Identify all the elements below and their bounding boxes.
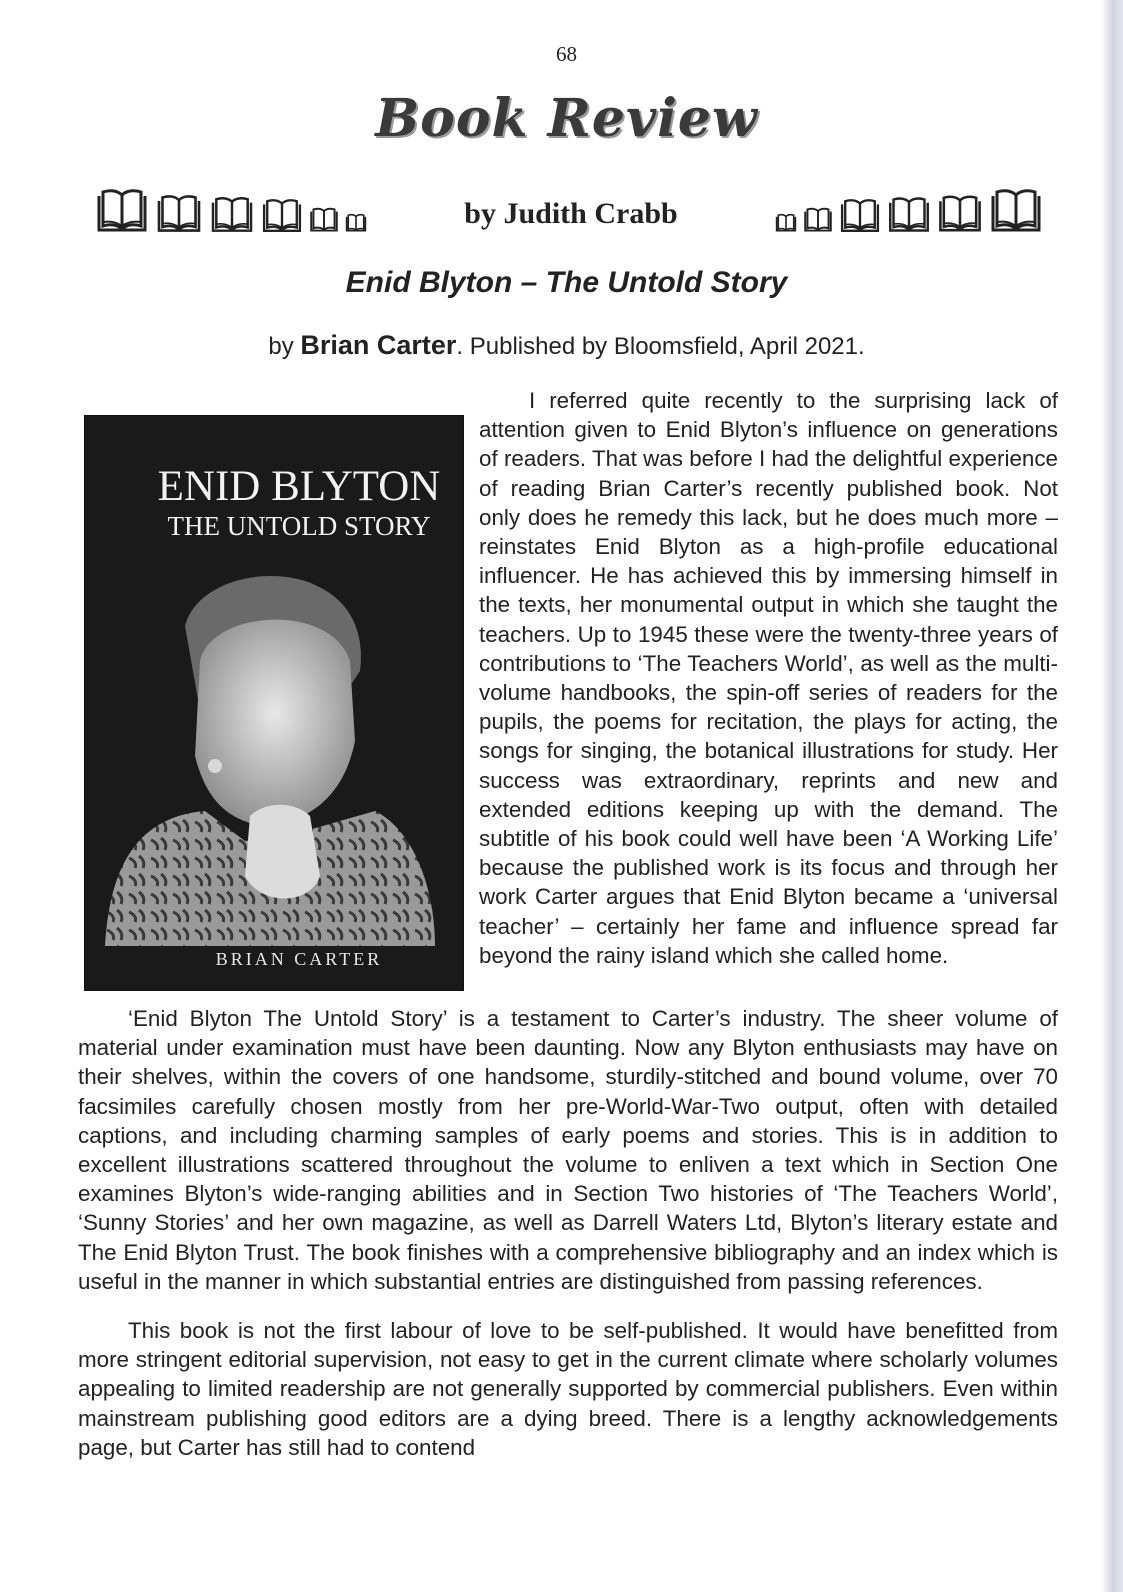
- author-prefix: by: [268, 333, 301, 360]
- paragraph-1: [78, 386, 1058, 970]
- review-author: by Judith Crabb: [464, 197, 678, 230]
- book-icon: [839, 198, 881, 234]
- book-icon: [209, 196, 255, 234]
- cover-title: ENID BLYTON: [157, 463, 441, 510]
- reviewed-book-title: Enid Blyton – The Untold Story: [345, 266, 788, 299]
- book-icon: [937, 194, 983, 234]
- book-icons-right: [775, 188, 1043, 234]
- book-icon: [309, 206, 339, 234]
- cover-author: BRIAN CARTER: [215, 948, 383, 969]
- paragraph-2: ‘Enid Blyton The Untold Story’ is a testament to Carter’s industry. The sheer volume of material under examination must have been daunting. Now any Blyton enthusiasts may have on their shelves, within the covers of one handsome, sturdily-stitched and bound volume, over 70 facsimiles carefully chosen mostly from her pre-World-War-Two output, often with detailed captions, and including charming samples of early poems and stories. This is in addition to excellent illustrations scattered throughout the volume to enliven a text which in Section One examines Blyton’s wide-ranging abilities and in Section Two histories of ‘The Teachers World’, ‘Sunny Stories’ and her own magazine, as well as Darrell Waters Ltd, Blyton’s literary estate and The Enid Blyton Trust. The book finishes with a comprehensive bibliography and an index which is useful in the manner in which substantial entries are distinguished from passing references.: [78, 1006, 1058, 1294]
- book-icon: [345, 212, 367, 234]
- paragraph-3: This book is not the first labour of love to be self-published. It would have benefitted from more stringent editorial supervision, not easy to get in the current climate where scholarly volumes appealing to limited readership are not generally supported by commercial publishers. Even within mainstream publishing good editors are a dying breed. There is a lengthy acknowledgements page, but Carter has still had to contend: [78, 1318, 1058, 1460]
- book-icon: [155, 194, 203, 234]
- book-icon: [887, 196, 931, 234]
- section-title: Book Review: [375, 88, 758, 149]
- portrait-illustration: [105, 566, 445, 946]
- page-number: 68: [556, 42, 577, 66]
- book-cover-image: [85, 416, 463, 990]
- review-body: [78, 386, 1058, 1462]
- page-edge-shadow: [1101, 0, 1123, 1592]
- cover-subtitle: THE UNTOLD STORY: [167, 511, 431, 541]
- byline-row: [95, 178, 1043, 234]
- paragraph-1-text: I referred quite recently to the surprising lack of attention given to Enid Blyton’s influence on generations of readers. That was before I had the delightful experience of reading Brian Carter’s recently published book. Not only does he remedy this lack, but he does much more – reinstates Enid Blyton as a high-profile educational influencer. He has achieved this by immersing himself in the texts, her monumental output in which she taught the teachers. Up to 1945 these were the twenty-three years of contributions to ‘The Teachers World’, as well as the multi-volume handbooks, the spin-off series of readers for the pupils, the poems for recitation, the plays for acting, the songs for singing, the botanical illustrations for study. Her success was extraordinary, reprints and new and extended editions keeping up with the demand. The subtitle of his book could well have been ‘A Working Life’ because the published work is its focus and through her work Carter argues that Enid Blyton became a ‘universal teacher’ – certainly her fame and influence spread far beyond the rainy island which she called home.: [479, 388, 1058, 968]
- book-icon: [95, 188, 149, 234]
- book-icon: [775, 212, 797, 234]
- publisher-info: . Published by Bloomsfield, April 2021.: [456, 333, 865, 360]
- book-icon: [989, 188, 1043, 234]
- book-icon: [261, 198, 303, 234]
- book-publication-info: [0, 330, 1123, 361]
- book-author: Brian Carter: [300, 330, 457, 360]
- book-icons-left: [95, 188, 367, 234]
- book-icon: [803, 206, 833, 234]
